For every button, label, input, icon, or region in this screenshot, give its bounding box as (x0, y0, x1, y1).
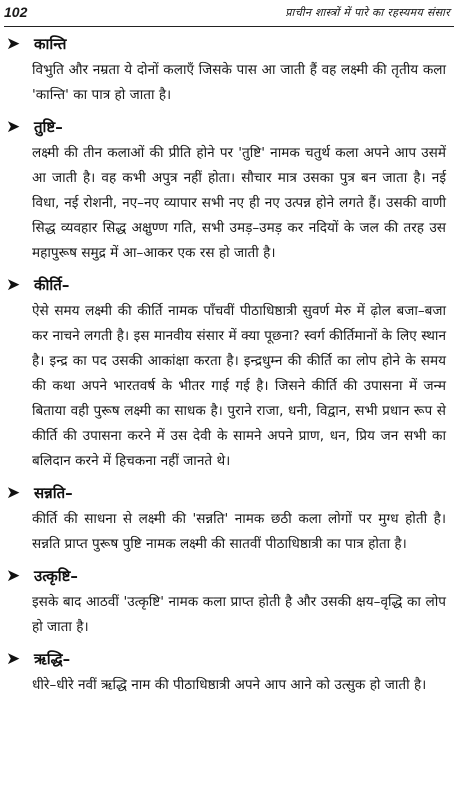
section-heading-label: तुष्टि– (34, 118, 63, 136)
section-kanti (6, 30, 446, 108)
section-heading (6, 113, 446, 141)
section-heading-label: कीर्ति– (34, 276, 70, 294)
page-header (4, 0, 454, 27)
section-body: ऐसे समय लक्ष्मी की कीर्ति नामक पाँचवीं पीठाधिष्ठात्री सुवर्ण मेरु में ढ़ोल बजा–बजा कर नाचने लगती है। इस मानवीय संसार में क्या पूछना? स्वर्ग कीर्तिमानों के लिए स्थान है। इन्द्र का पद उसकी आकांक्षा करता है। इन्द्रधुम्न की कीर्ति का लोप होने के समय की कथा अपने भारतवर्ष के भीतर गाई गई है। जिसने कीर्ति की उपासना में जन्म बिताया वही पुरूष लक्ष्मी का साधक है। पुराने राजा, धनी, विद्वान, सभी प्रधान रूप से कीर्ति की उपासना करने में उस देवी के सामने अपने प्राण, धन, प्रिय जन सभी का बलिदान करने में हिचकना नहीं जानते थे। (32, 303, 446, 469)
chevron-right-icon: ➤ (6, 33, 21, 54)
section-sannati (6, 479, 446, 557)
section-body: कीर्ति की साधना से लक्ष्मी की 'सन्नति' नामक छठी कला लोगों पर मुग्ध होती है। सन्नति प्राप्त पुरूष पुष्टि नामक लक्ष्मी की सातवीं पीठाधिष्ठात्री का पात्र होता है। (32, 511, 446, 552)
section-heading (6, 562, 446, 590)
section-kirti (6, 271, 446, 474)
section-heading-label: सन्नति– (34, 484, 73, 502)
chevron-right-icon: ➤ (6, 116, 21, 137)
section-body: लक्ष्मी की तीन कलाओं की प्रीति होने पर 'तुष्टि' नामक चतुर्थ कला अपने आप उसमें आ जाती है। वह कभी अपुत्र नहीं होता। सौचार मात्र उसका पुत्र बन जाता है। नई विधा, नई रोशनी, नए–नए व्यापार सभी नए ही नए उत्पन्न होने लगते हैं। उसकी वाणी सिद्ध व्यवहार सिद्ध अक्षुण्ण गति, सभी उमड़–उमड़ कर नदियों के जल की तरह उस महापुरूष समुद्र में आ–आकर एक रस हो जाती है। (32, 145, 446, 261)
section-body: विभुति और नम्रता ये दोनों कलाएँ जिसके पास आ जाती हैं वह लक्ष्मी की तृतीय कला 'कान्ति' का पात्र हो जाता है। (32, 62, 446, 103)
section-heading (6, 479, 446, 507)
section-riddhi (6, 645, 446, 698)
section-heading (6, 645, 446, 673)
page-content (6, 30, 446, 698)
section-tushti (6, 113, 446, 266)
section-body: इसके बाद आठवीं 'उत्कृष्टि' नामक कला प्राप्त होती है और उसकी क्षय–वृद्धि का लोप हो जाता है। (32, 594, 447, 635)
page-number: 102 (4, 4, 28, 20)
chevron-right-icon: ➤ (6, 565, 21, 586)
section-heading-label: उत्कृष्टि– (34, 567, 78, 585)
section-utkrishti (6, 562, 446, 640)
chevron-right-icon: ➤ (6, 482, 21, 503)
section-body: धीरे–धीरे नवीं ऋद्धि नाम की पीठाधिष्ठात्री अपने आप आने को उत्सुक हो जाती है। (32, 677, 427, 693)
section-heading-label: ऋद्धि– (34, 650, 71, 668)
chevron-right-icon: ➤ (6, 274, 21, 295)
chevron-right-icon: ➤ (6, 648, 21, 669)
running-title: प्राचीन शास्त्रों में पारे का रहस्यमय संसार (285, 6, 450, 19)
section-heading (6, 30, 446, 58)
section-heading (6, 271, 446, 299)
section-heading-label: कान्ति (34, 35, 67, 53)
